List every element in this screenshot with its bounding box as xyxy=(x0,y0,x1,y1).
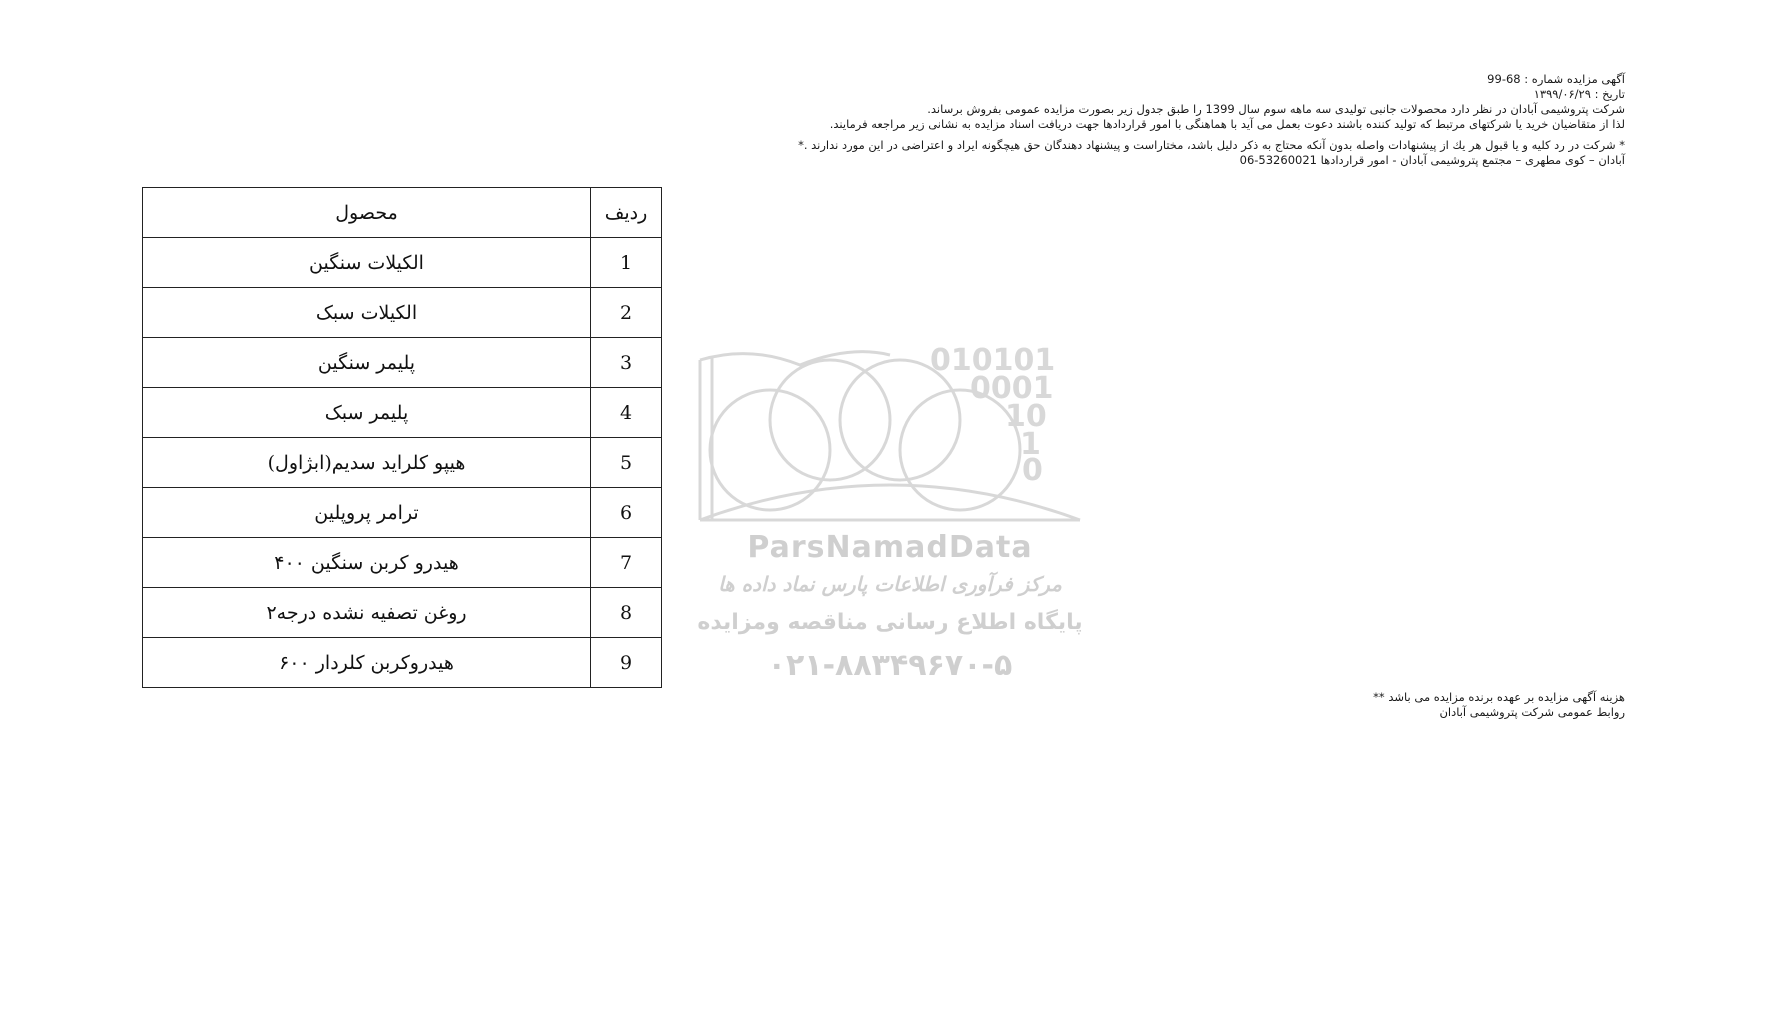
product-name: ترامر پروپلین xyxy=(143,488,591,538)
table-row xyxy=(143,488,662,538)
footer-cost-note: هزینه آگهی مزایده بر عهده برنده مزایده می باشد ** xyxy=(1373,690,1625,704)
row-number: 9 xyxy=(591,638,662,688)
watermark-binary: 0001 xyxy=(970,371,1054,406)
watermark-binary: 10 xyxy=(1005,399,1047,434)
row-number: 1 xyxy=(591,238,662,288)
watermark-logo-icon xyxy=(690,340,1090,530)
table-row xyxy=(143,588,662,638)
row-number: 8 xyxy=(591,588,662,638)
column-header-row: ردیف xyxy=(591,188,662,238)
watermark-binary: 0 xyxy=(1022,453,1043,488)
announcement-invitation: لذا از متقاضیان خرید یا شرکتهای مرتبط که تولید کننده باشند دعوت بعمل می آید با هماهنگی با امور قراردادها جهت دریافت اسناد مزایده به نشانی زیر مراجعه فرمایند. xyxy=(829,117,1625,131)
announcement-footer xyxy=(1373,690,1625,720)
product-name: الکیلات سبک xyxy=(143,288,591,338)
product-name: پلیمر سبک xyxy=(143,388,591,438)
product-name: روغن تصفیه نشده درجه۲ xyxy=(143,588,591,638)
table-row xyxy=(143,638,662,688)
parsnamad-watermark xyxy=(690,340,1090,700)
announcement-date: تاریخ : ۱۳۹۹/۰۶/۲۹ xyxy=(1533,87,1625,101)
products-table xyxy=(142,187,662,688)
announcement-intro: شرکت پتروشیمی آبادان در نظر دارد محصولات جانبی تولیدی سه ماهه سوم سال 1399 را طبق جدول زیر بصورت مزایده عمومی بفروش برساند. xyxy=(927,102,1625,116)
column-header-product: محصول xyxy=(143,188,591,238)
announcement-header xyxy=(625,72,1625,168)
watermark-tagline: مرکز فرآوری اطلاعات پارس نماد داده ها xyxy=(718,572,1062,596)
watermark-subtitle: پایگاه اطلاع رسانی مناقصه ومزایده xyxy=(697,610,1083,635)
table-row xyxy=(143,288,662,338)
announcement-rights-note: * شرکت در رد کلیه و یا قبول هر یك از پیشنهادات واصله بدون آنکه محتاج به ذکر دلیل باشد، مختاراست و پیشنهاد دهندگان حق هیچگونه ایراد و اعتراضی در این مورد ندارند .* xyxy=(798,138,1625,152)
watermark-binary: 1 xyxy=(1020,427,1041,462)
row-number: 7 xyxy=(591,538,662,588)
product-name: هیدروکربن کلردار ۶۰۰ xyxy=(143,638,591,688)
watermark-phone: ۰۲۱-۸۸۳۴۹۶۷۰-۵ xyxy=(767,648,1013,683)
row-number: 2 xyxy=(591,288,662,338)
table-header-row xyxy=(143,188,662,238)
row-number: 3 xyxy=(591,338,662,388)
announcement-title: آگهی مزایده شماره : 68-99 xyxy=(1487,72,1625,86)
table-row xyxy=(143,388,662,438)
product-name: هیپو کلراید سدیم(ابژاول) xyxy=(143,438,591,488)
table-row xyxy=(143,338,662,388)
row-number: 6 xyxy=(591,488,662,538)
announcement-address: آبادان – کوی مطهری – مجتمع پتروشیمی آبادان - امور قراردادها 53260021-06 xyxy=(1239,153,1625,167)
product-name: الکیلات سنگین xyxy=(143,238,591,288)
footer-signature: روابط عمومی شرکت پتروشیمی آبادان xyxy=(1439,705,1625,719)
table-row xyxy=(143,238,662,288)
table-row xyxy=(143,438,662,488)
watermark-brand: ParsNamadData xyxy=(747,530,1033,565)
row-number: 5 xyxy=(591,438,662,488)
watermark-binary: 010101 xyxy=(930,343,1056,378)
product-name: هیدرو کربن سنگین ۴۰۰ xyxy=(143,538,591,588)
table-row xyxy=(143,538,662,588)
row-number: 4 xyxy=(591,388,662,438)
product-name: پلیمر سنگین xyxy=(143,338,591,388)
